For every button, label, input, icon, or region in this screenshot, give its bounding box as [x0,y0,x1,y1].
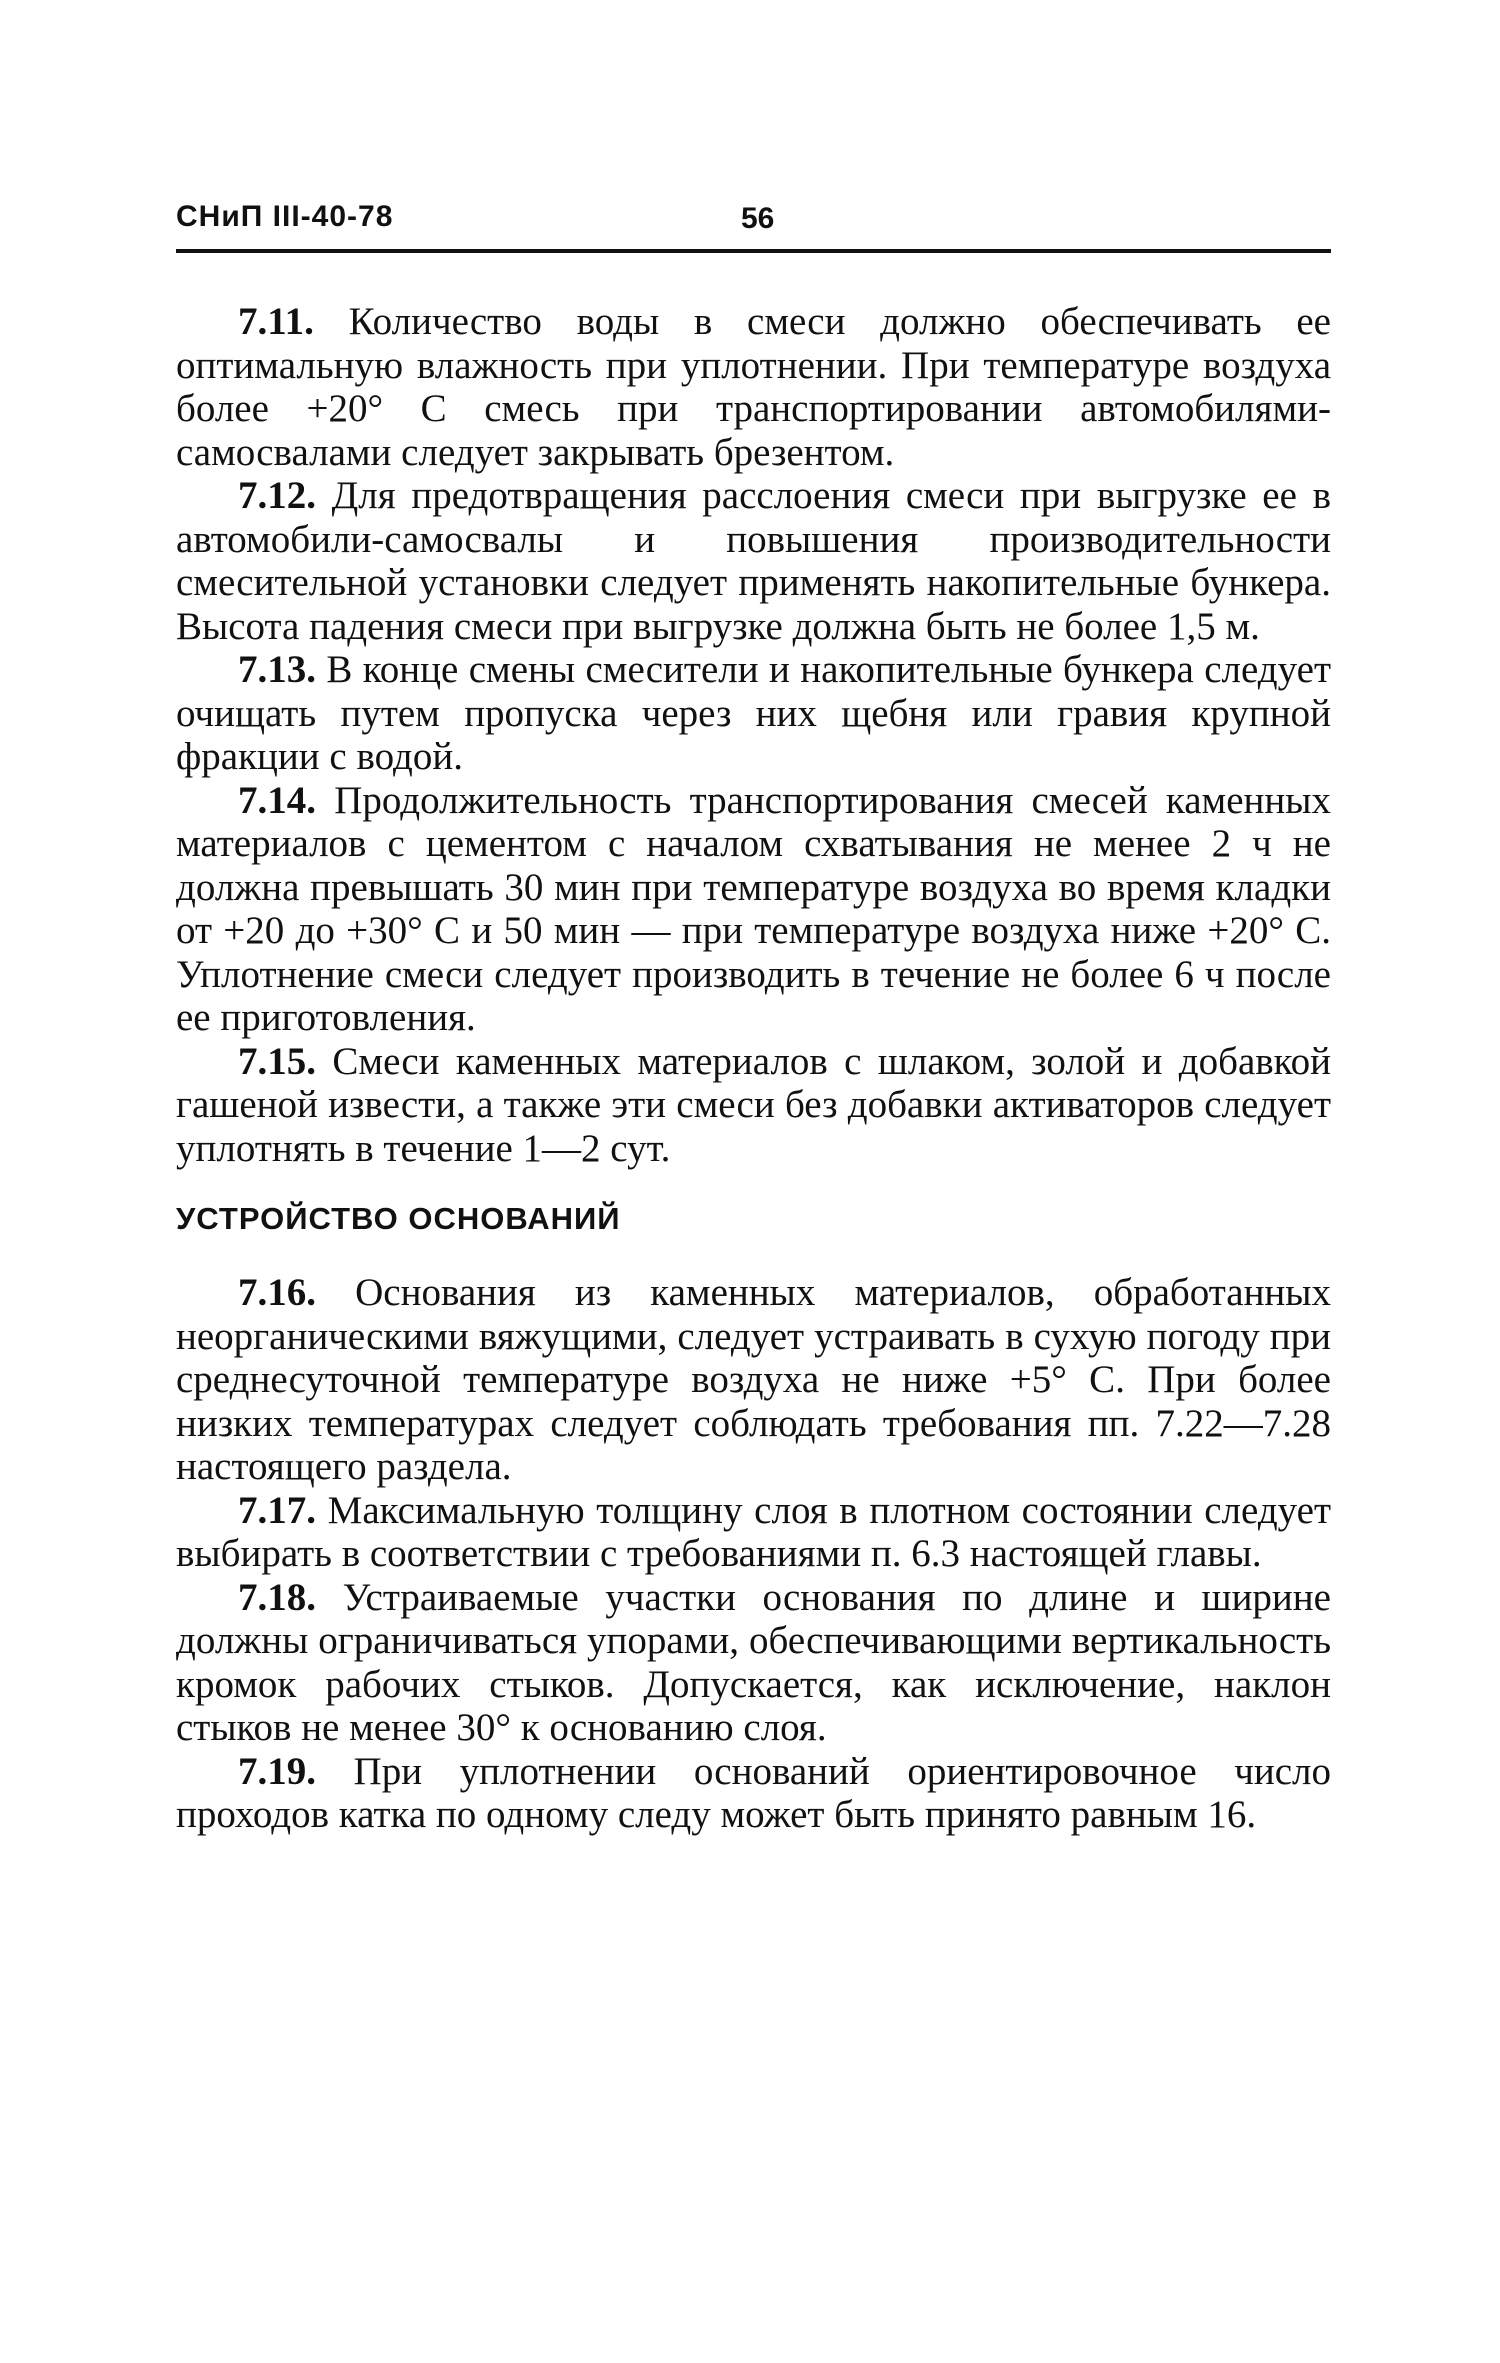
paragraph-text: Для предотвращения расслоения смеси при выгрузке ее в автомобили-самосвалы и повышения производительности смесительной установки следует применять накопительные бункера. Высота падения смеси при выгрузке должна быть не более 1,5 м. [176,474,1332,648]
paragraph-number: 7.14. [238,778,316,822]
paragraph-7-18 [176,1576,1331,1750]
paragraph-text: При уплотнении оснований ориентировочное число проходов катка по одному следу может быть принято равным 16. [176,1749,1331,1836]
paragraph-number: 7.12. [238,474,316,517]
page-header [176,200,1331,250]
paragraph-number: 7.11. [238,300,314,343]
document-page [176,200,1332,1836]
paragraph-number: 7.16. [238,1271,316,1314]
page-number: 56 [741,202,775,235]
paragraph-number: 7.19. [238,1749,316,1793]
paragraph-text: Количество воды в смеси должно обеспечивать ее оптимальную влажность при уплотнении. При температуре воздуха более +20° С смесь при транспортировании автомобилями-самосвалами следует закрывать брезентом. [176,300,1331,474]
paragraph-number: 7.15. [238,1039,316,1083]
paragraph-7-14 [176,779,1331,1040]
paragraph-number: 7.17. [238,1488,316,1532]
paragraph-text: Устраиваемые участки основания по длине и ширине должны ограничиваться упорами, обеспечивающими вертикальность кромок рабочих стыков. Допускается, как исключение, наклон стыков не менее 30° к основанию слоя. [176,1575,1331,1749]
paragraph-text: Продолжительность транспортирования смесей каменных материалов с цементом с началом схватывания не менее 2 ч не должна превышать 30 мин при температуре воздуха во время кладки от +20 до +30° С и 50 мин — при температуре воздуха ниже +20° С. Уплотнение смеси следует производить в течение не более 6 ч после ее приготовления. [176,778,1331,1039]
paragraph-7-13 [176,648,1331,779]
paragraph-7-15 [176,1040,1331,1171]
paragraph-7-16 [176,1271,1331,1489]
paragraph-number: 7.18. [238,1575,316,1619]
paragraph-7-12 [176,474,1331,648]
paragraph-text: Смеси каменных материалов с шлаком, золой и добавкой гашеной извести, а также эти смеси без добавки активаторов следует уплотнять в течение 1—2 сут. [176,1039,1332,1170]
section-heading: УСТРОЙСТВО ОСНОВАНИЙ [176,1201,621,1236]
paragraph-text: В конце смены смесители и накопительные бункера следует очищать путем пропуска через них щебня или гравия крупной фракции с водой. [176,648,1331,778]
document-code: СНиП III-40-78 [176,200,394,233]
paragraph-7-19 [176,1750,1331,1837]
paragraph-7-17 [176,1489,1331,1576]
paragraph-text: Максимальную толщину слоя в плотном состоянии следует выбирать в соответствии с требованиями п. 6.3 настоящей главы. [176,1488,1332,1575]
paragraph-number: 7.13. [238,648,316,691]
paragraph-7-11 [176,300,1331,474]
paragraph-text: Основания из каменных материалов, обработанных неорганическими вяжущими, следует устраивать в сухую погоду при среднесуточной температуре воздуха не ниже +5° С. При более низких температурах следует соблюдать требования пп. 7.22—7.28 настоящего раздела. [176,1271,1332,1488]
header-rule [176,249,1331,253]
page-body [176,300,1331,1837]
